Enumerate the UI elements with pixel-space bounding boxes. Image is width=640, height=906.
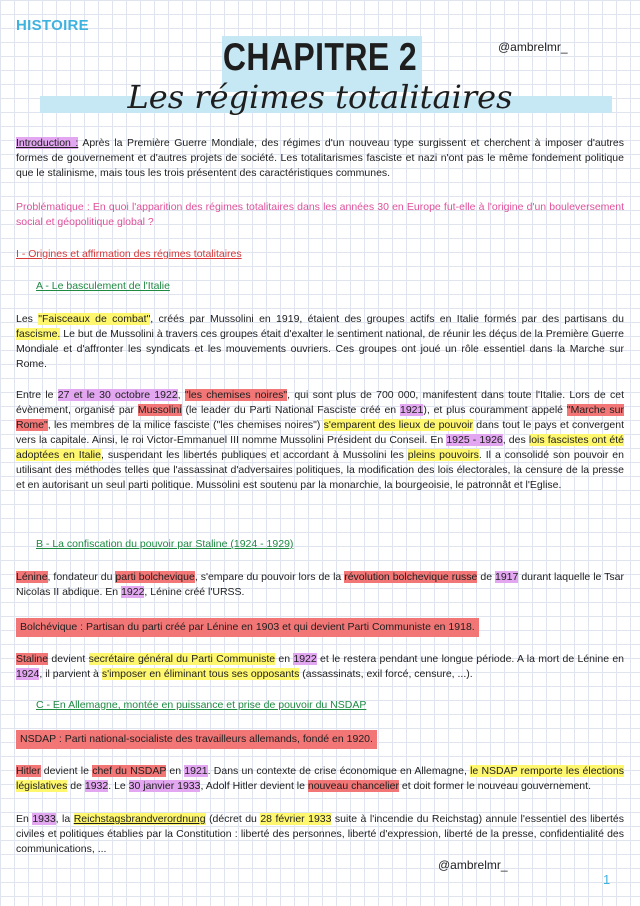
- text-run: , créés par Mussolini en 1919, étaient des groupes actifs en Italie formés par des partisans du: [150, 313, 624, 325]
- section-a-paragraph-2: [16, 388, 624, 493]
- text-run: dans tout le pays et convergent vers la capitale. Ainsi, le roi Victor-Emmanuel III nomme Mussolini Président du Conseil. En: [16, 419, 624, 446]
- section-c-paragraph-2: [16, 812, 624, 857]
- text-run: , s'empare du pouvoir lors de la: [194, 571, 345, 583]
- highlight-red: Lénine: [16, 571, 48, 583]
- text-run: , suspendant les libertés publiques et accordant à Mussolini les: [100, 449, 408, 461]
- text-run: , il parvient à: [39, 668, 102, 680]
- text-run: , Lénine créé l'URSS.: [144, 586, 245, 598]
- highlight-red: révolution bolchevique russe: [344, 571, 478, 583]
- text-run: , la: [55, 813, 74, 825]
- highlight-purple: 1924: [16, 668, 40, 680]
- text-run: , Adolf Hitler devient le: [200, 780, 308, 792]
- chapter-subtitle: Les régimes totalitaires: [127, 78, 513, 116]
- text-run: (le leader du Parti National Fasciste créé en: [181, 404, 400, 416]
- text-run: suite à l'incendie du Reichstag) annule l'essentiel des libertés civiles et politiques établies par la Constitution : liberté des personnes, liberté d'expression, liberté de la presse, confidentialité des communications, ...: [16, 813, 624, 855]
- highlight-purple: 1922: [121, 586, 145, 598]
- highlight-purple: 1921: [399, 404, 424, 416]
- text-run: devient: [48, 653, 89, 665]
- highlight-yellow: fascisme.: [16, 328, 61, 340]
- author-handle-top: @ambrelmr_: [498, 40, 568, 54]
- highlight-yellow: le NSDAP remporte les élections législatives: [16, 765, 624, 792]
- text-run: et le restera pendant une longue période. A la mort de Lénine en: [316, 653, 625, 665]
- section-c-paragraph-1: [16, 764, 624, 794]
- highlight-red: Mussolini: [137, 404, 182, 416]
- text-run: En: [16, 813, 33, 825]
- highlight-purple: 30 janvier 1933: [128, 780, 201, 792]
- text-run: . Il a consolidé son pouvoir en utilisant des méthodes telles que l'assassinat d'adversaires politiques, la modification des lois électorales, la censure de la presse et en autorisant un seul parti politique. Mussolini est soutenu par la monarchie, la bourgeoisie, le patronnât et l'Eglise.: [16, 449, 624, 491]
- highlight-yellow: "Faisceaux de combat": [38, 313, 151, 325]
- highlight-purple: 27 et le 30 octobre 1922: [57, 389, 178, 401]
- text-run: . Dans un contexte de crise économique en Allemagne,: [207, 765, 471, 777]
- text-run: , fondateur du: [47, 571, 116, 583]
- text-run: en: [166, 765, 185, 777]
- highlight-purple: 1917: [495, 571, 519, 583]
- text-run: Les: [16, 313, 39, 325]
- text-run: (décret du: [205, 813, 261, 825]
- intro-paragraph: [16, 136, 624, 181]
- highlight-purple: 1922: [293, 653, 317, 665]
- subject-label: HISTOIRE: [16, 17, 89, 34]
- highlight-red: Staline: [16, 653, 49, 665]
- text-run: de: [477, 571, 495, 583]
- text-run: , des: [502, 434, 529, 446]
- text-run: (assassinats, exil forcé, censure, ...).: [299, 668, 473, 680]
- text-run: ,: [177, 389, 185, 401]
- text-run: durant laquelle le Tsar Nicolas II abdique. En: [16, 571, 624, 598]
- bolchevique-definition: Bolchévique : Partisan du parti créé par Lénine en 1903 et qui devient Parti Communiste en 1918.: [16, 618, 479, 637]
- section-a-paragraph-1: [16, 312, 624, 372]
- text-run: de: [67, 780, 85, 792]
- text-run: . Le: [108, 780, 129, 792]
- highlight-red: chef du NSDAP: [92, 765, 167, 777]
- text-run: Le but de Mussolini à travers ces groupes était d'exalter le sentiment national, de réunir les déçus de la Première Guerre Mondiale et d'affronter les syndicats et les mouvements ouvriers. Ces groupes ont joué un rôle essentiel dans la Marche sur Rome.: [16, 328, 624, 370]
- intro-text: Après la Première Guerre Mondiale, des régimes d'un nouveau type surgissent et cherchent à imposer d'autres formes de gouvernement et d'autres projets de société. Les totalitarismes fasciste et nazi n'ont pas le même fondement politique que le stalinisme, mais tous les trois présentent des caractéristiques communes.: [16, 137, 625, 179]
- text-run: , qui sont plus de 700 000, manifestent dans toute l'Italie. Lors de cet évènement, organisé par: [16, 389, 624, 416]
- highlight-red: "Marche sur Rome": [16, 404, 625, 431]
- page-number: 1: [603, 872, 611, 887]
- highlight-yellow: pleins pouvoirs: [407, 449, 479, 461]
- author-handle-bottom: @ambrelmr_: [438, 858, 508, 872]
- problematique: Problématique : En quoi l'apparition des régimes totalitaires dans les années 30 en Europe fut-elle à l'origine d'un bouleversement social et géopolitique global ?: [16, 201, 624, 228]
- highlight-yellow: Reichstagsbrandverordnung: [73, 813, 206, 825]
- chapter-title: CHAPITRE 2: [222, 36, 418, 79]
- highlight-purple: 1932: [84, 780, 109, 792]
- highlight-yellow: s'emparent des lieux de pouvoir: [323, 419, 474, 431]
- text-run: et doit former le nouveau gouvernement.: [398, 780, 591, 792]
- highlight-yellow: lois fascistes ont été adoptées en Italie: [16, 434, 624, 461]
- highlight-red: nouveau chancelier: [307, 780, 399, 792]
- text-run: en: [275, 653, 294, 665]
- section-b-paragraph-2: [16, 652, 624, 682]
- section-c-heading: C - En Allemagne, montée en puissance et prise de pouvoir du NSDAP: [36, 699, 367, 711]
- highlight-yellow: secrétaire général du Parti Communiste: [88, 653, 276, 665]
- highlight-red: "les chemises noires": [184, 389, 288, 401]
- highlight-yellow: 28 février 1933: [260, 813, 332, 825]
- part1-heading: I - Origines et affirmation des régimes totalitaires: [16, 248, 242, 260]
- highlight-red: parti bolchevique: [115, 571, 195, 583]
- text-run: Entre le: [16, 389, 58, 401]
- text-run: , les membres de la milice fasciste ("les chemises noires"): [47, 419, 324, 431]
- intro-label: Introduction :: [16, 137, 79, 149]
- nsdap-definition: NSDAP : Parti national-socialiste des travailleurs allemands, fondé en 1920.: [16, 730, 377, 749]
- highlight-purple: 1925 - 1926: [446, 434, 503, 446]
- highlight-purple: 1933: [32, 813, 56, 825]
- text-run: ), et plus couramment appelé: [423, 404, 567, 416]
- section-b-paragraph-1: [16, 570, 624, 600]
- highlight-yellow: s'imposer en éliminant tous ses opposants: [101, 668, 300, 680]
- highlight-red: Hitler: [16, 765, 41, 777]
- section-a-heading: A - Le basculement de l'Italie: [36, 280, 170, 292]
- text-run: devient le: [40, 765, 93, 777]
- section-b-heading: B - La confiscation du pouvoir par Staline (1924 - 1929): [36, 538, 294, 550]
- highlight-purple: 1921: [184, 765, 208, 777]
